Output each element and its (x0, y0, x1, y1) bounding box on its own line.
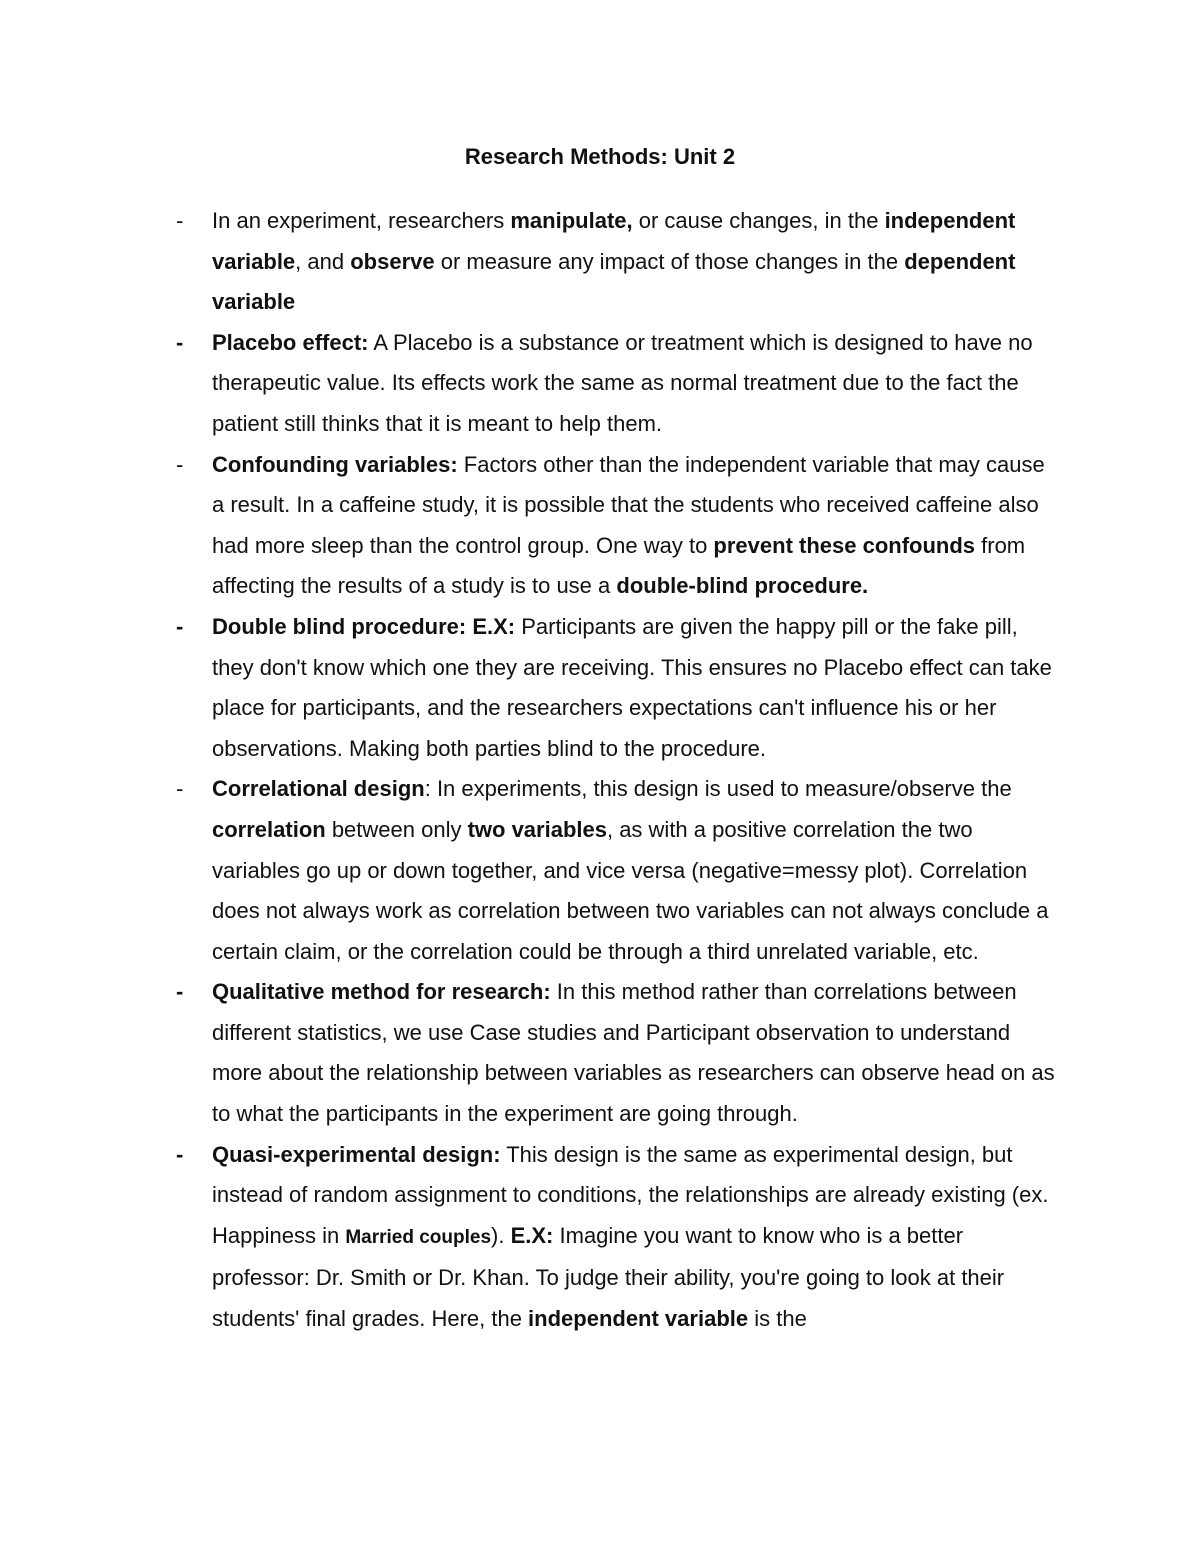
bullet-marker: - (176, 979, 184, 1005)
bullet-item (0, 323, 1062, 445)
text-run: , and (295, 248, 351, 274)
bold-term: double-blind procedure. (616, 573, 869, 599)
bullet-marker: - (176, 1141, 184, 1167)
text-run: Imagine you want to know who is a better professor: Dr. Smith or Dr. Khan. To judge their ability, you're going to look at their students' final grades. Here, the (212, 1222, 1005, 1332)
bold-term: prevent these confounds (713, 532, 976, 558)
bold-term: dependent variable (212, 248, 1016, 315)
text-run: from affecting the results of a study is to use a (212, 532, 1026, 599)
bold-term: independent variable (212, 208, 1016, 274)
bullet-item (0, 1135, 1062, 1340)
bold-term: Correlational design (212, 776, 425, 802)
document-title: Research Methods: Unit 2 (464, 144, 736, 169)
bullet-marker: - (176, 776, 184, 802)
text-run: is the (748, 1306, 807, 1332)
bullet-text (212, 614, 1052, 761)
bullet-item (0, 445, 1062, 607)
bold-term: Confounding variables: (212, 451, 458, 477)
text-run: In this method rather than correlations between different statistics, we use Case studies and Participant observation to understand more about the relationship between variables as researchers can observe head on as to what the participants in the experiment are going through. (212, 979, 1055, 1127)
text-run: : In experiments, this design is used to measure/observe the (424, 776, 1012, 802)
bullet-item (0, 972, 1062, 1134)
bold-term: Quasi-experimental design: (212, 1141, 501, 1167)
text-run: , as with a positive correlation the two variables go up or down together, and vice versa (negative=messy plot). Correlation does not always work as correlation between two variables can not always conclude a certain claim, or the correlation could be through a third unrelated variable, etc. (212, 816, 1049, 964)
text-run: A Placebo is a substance or treatment which is designed to have no therapeutic value. Its effects work the same as normal treatment due to the fact the patient still thinks that it is meant to help them. (212, 329, 1033, 436)
bold-term: Qualitative method for research: (212, 979, 551, 1005)
bullet-marker: - (176, 208, 184, 233)
bullet-text (212, 1142, 1048, 1331)
bold-term: independent variable (528, 1306, 749, 1332)
text-run: In an experiment, researchers (212, 208, 511, 233)
bold-term: correlation (212, 816, 326, 842)
bullet-marker: - (176, 451, 184, 477)
bullet-item (0, 607, 1062, 769)
bullet-marker: - (176, 329, 184, 355)
bold-term: manipulate, (510, 208, 633, 233)
bold-term: Double blind procedure: E.X: (212, 613, 516, 639)
bold-term: Placebo effect: (212, 329, 369, 355)
bullet-text (212, 776, 1048, 963)
text-run: or measure any impact of those changes in the (434, 248, 905, 274)
bullet-item (0, 201, 1062, 323)
text-run: between only (325, 816, 468, 842)
bullet-item (0, 769, 1062, 972)
bullet-list (0, 201, 1200, 1340)
bold-term: observe (350, 248, 435, 274)
bullet-marker: - (176, 613, 184, 639)
bullet-text (212, 979, 1055, 1126)
text-run: Factors other than the independent variable that may cause a result. In a caffeine study, it is possible that the students who received caffeine also had more sleep than the control group. One way to (212, 451, 1045, 558)
bullet-text (212, 208, 1015, 314)
text-run: or cause changes, in the (632, 208, 885, 233)
text-run: Participants are given the happy pill or the fake pill, they don't know which one they are receiving. This ensures no Placebo effect can take place for participants, and the researchers expectations can't influence his or her observations. Making both parties blind to the procedure. (212, 613, 1052, 761)
bold-term: Married couples (345, 1226, 492, 1248)
text-run: This design is the same as experimental design, but instead of random assignment to conditions, the relationships are already existing (ex. Happiness in (212, 1141, 1049, 1248)
bullet-text (212, 330, 1033, 436)
bold-term: two variables (467, 816, 607, 842)
text-run: ). (491, 1222, 511, 1248)
bold-term: E.X: (510, 1222, 554, 1248)
bullet-text (212, 452, 1045, 599)
